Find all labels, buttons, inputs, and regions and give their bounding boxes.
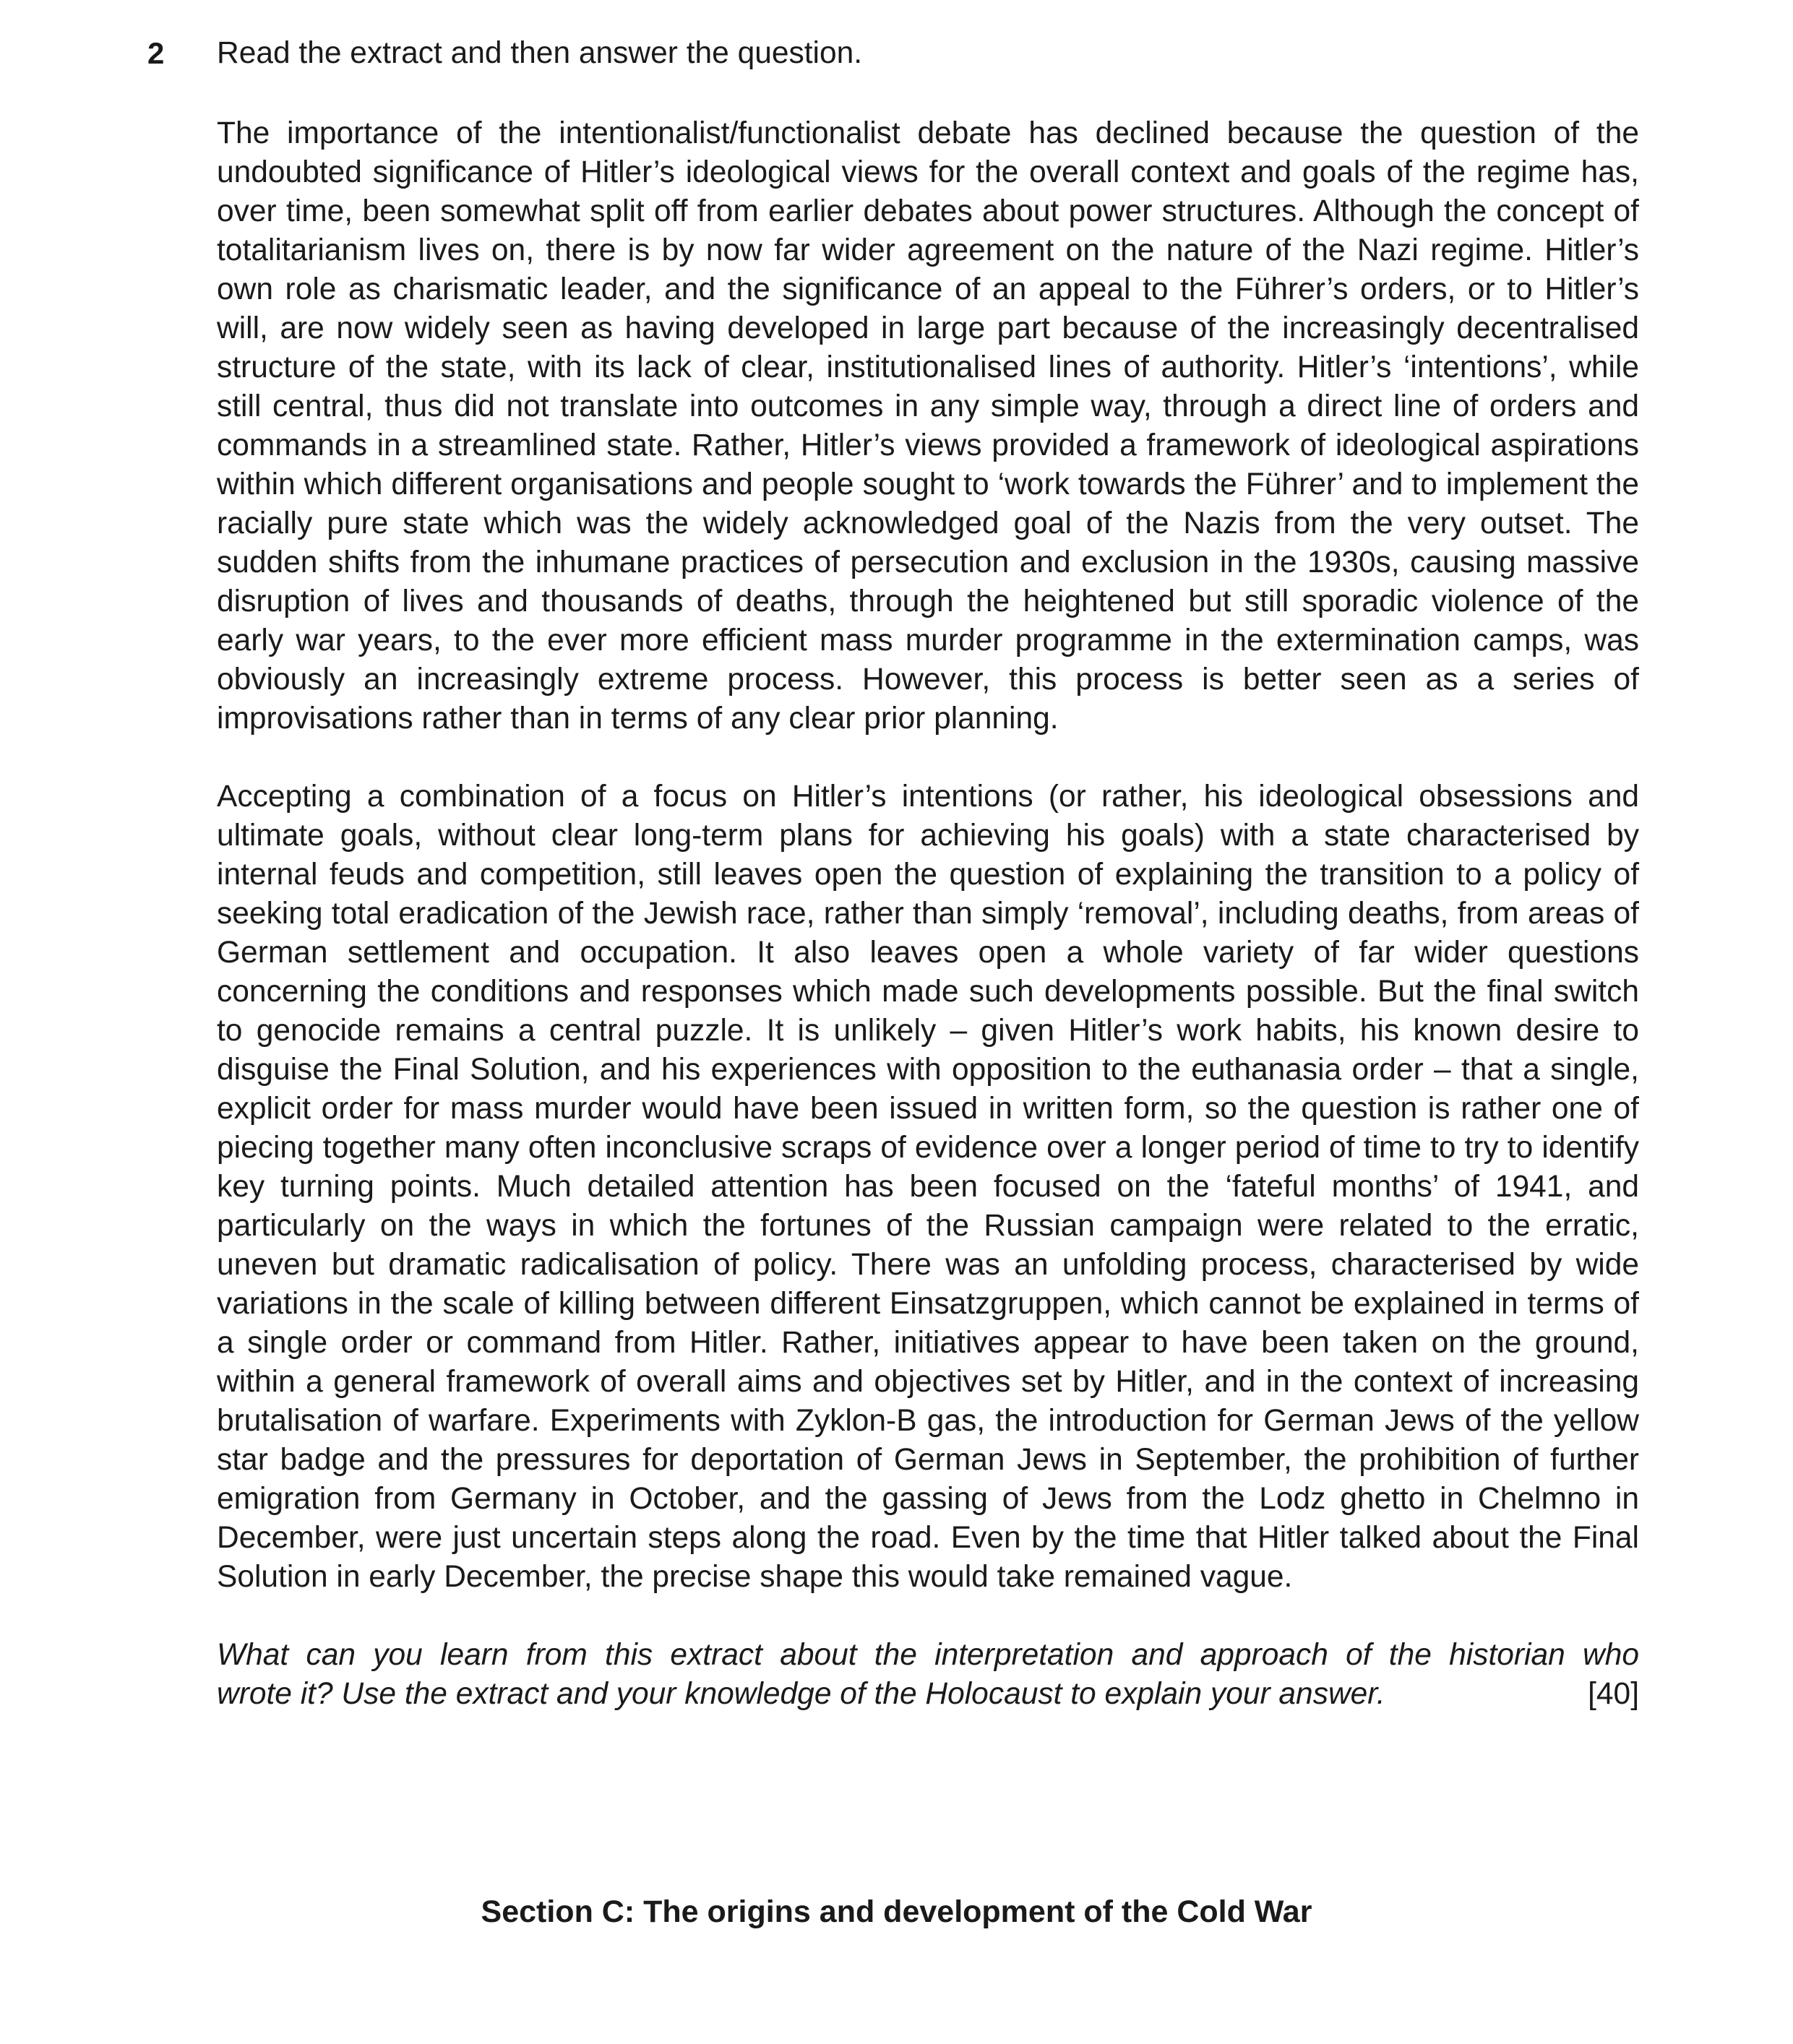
task-line-2-row xyxy=(217,1675,1639,1714)
marks-label: [40] xyxy=(1588,1677,1639,1711)
section-heading: Section C: The origins and development of the Cold War xyxy=(481,1894,1312,1929)
question-instruction: Read the extract and then answer the question. xyxy=(217,36,863,70)
question-body xyxy=(217,32,1639,1714)
extract-paragraph-2: Accepting a combination of a focus on Hitler’s intentions (or rather, his ideological obsessions and ultimate goals, without clear long-term plans for achieving his goals) with a state characterised by internal feuds and competition, still leaves open the question of explaining the transition to a policy of seeking total eradication of the Jewish race, rather than simply ‘removal’, including deaths, from areas of German settlement and occupation. It also leaves open a whole variety of far wider questions concerning the conditions and responses which made such developments possible. But the final switch to genocide remains a central puzzle. It is unlikely – given Hitler’s work habits, his known desire to disguise the Final Solution, and his experiences with opposition to the euthanasia order – that a single, explicit order for mass murder would have been issued in written form, so the question is rather one of piecing together many often inconclusive scraps of evidence over a longer period of time to try to identify key turning points. Much detailed attention has been focused on the ‘fateful months’ of 1941, and particularly on the ways in which the fortunes of the Russian campaign were related to the erratic, uneven but dramatic radicalisation of policy. There was an unfolding process, characterised by wide variations in the scale of killing between different Einsatzgruppen, which cannot be explained in terms of a single order or command from Hitler. Rather, initiatives appear to have been taken on the ground, within a general framework of overall aims and objectives set by Hitler, and in the context of increasing brutalisation of warfare. Experiments with Zyklon-B gas, the introduction for German Jews of the yellow star badge and the pressures for deportation of German Jews in September, the prohibition of further emigration from Germany in October, and the gassing of Jews from the Lodz ghetto in Chelmno in December, were just uncertain steps along the road. Even by the time that Hitler talked about the Final Solution in early December, the precise shape this would take remained vague. xyxy=(217,780,1639,1594)
question-number: 2 xyxy=(147,36,165,70)
task-line-1: What can you learn from this extract about the interpretation and approach of the historian who xyxy=(217,1638,1639,1672)
extract-paragraph-1: The importance of the intentionalist/functionalist debate has declined because the question of the undoubted significance of Hitler’s ideological views for the overall context and goals of the regime has, over time, been somewhat split off from earlier debates about power structures. Although the concept of totalitarianism lives on, there is by now far wider agreement on the nature of the Nazi regime. Hitler’s own role as charismatic leader, and the significance of an appeal to the Führer’s orders, or to Hitler’s will, are now widely seen as having developed in large part because of the increasingly decentralised structure of the state, with its lack of clear, institutionalised lines of authority. Hitler’s ‘intentions’, while still central, thus did not translate into outcomes in any simple way, through a direct line of orders and commands in a streamlined state. Rather, Hitler’s views provided a framework of ideological aspirations within which different organisations and people sought to ‘work towards the Führer’ and to implement the racially pure state which was the widely acknowledged goal of the Nazis from the very outset. The sudden shifts from the inhumane practices of persecution and exclusion in the 1930s, causing massive disruption of lives and thousands of deaths, through the heightened but still sporadic violence of the early war years, to the ever more efficient mass murder programme in the extermination camps, was obviously an increasingly extreme process. However, this process is better seen as a series of improvisations rather than in terms of any clear prior planning. xyxy=(217,116,1639,736)
task-line-2: wrote it? Use the extract and your knowledge of the Holocaust to explain your answer. xyxy=(217,1677,1385,1711)
question-task xyxy=(217,1636,1639,1714)
